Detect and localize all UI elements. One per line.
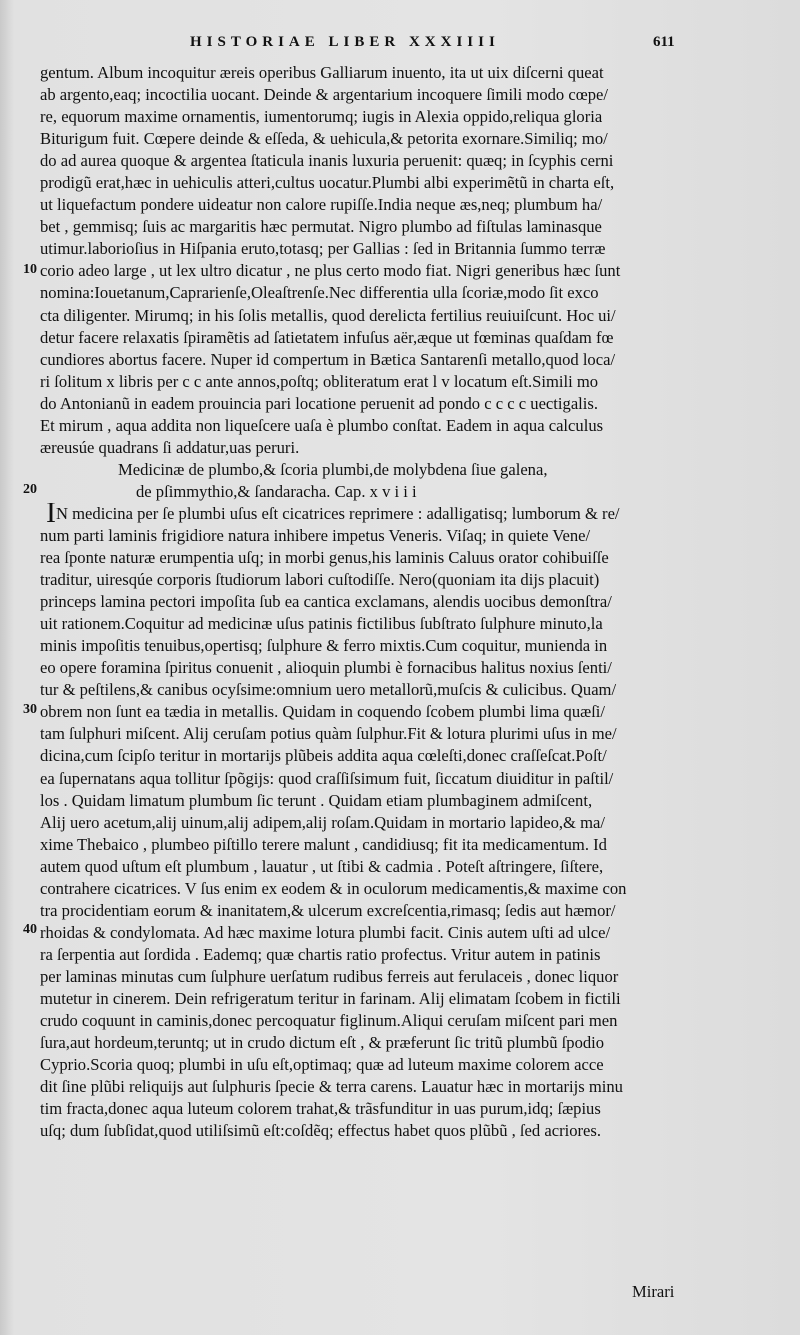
text-line: ri ſolitum x libris per c c ante annos,poſtq; obliteratum erat l v locatum eſt.Simili mo (40, 371, 599, 391)
catchword: Mirari (632, 1282, 675, 1301)
text-line: rea ſponte naturæ erumpentia uſq; in morbi genus,his laminis Caluus orator cohibuiſſe (40, 548, 609, 568)
text-line: tim fracta,donec aqua luteum colorem trahat,& trãsfunditur in uas purum,idq; ſæpius (40, 1099, 601, 1119)
text-line: do Antonianũ in eadem prouincia pari locatione peruenit ad pondo c c c c uectigalis. (40, 393, 599, 413)
text-line: tra procidentiam eorum & inanitatem,& ulcerum excreſcentia,rimasq; ſedis aut hæmor/ (40, 900, 616, 920)
text-line: los . Quidam limatum plumbum ſic terunt . Quidam etiam plumbaginem admiſcent, (40, 790, 593, 810)
text-line: cta diligenter. Mirumq; in his ſolis metallis, quod derelicta fertilius reuiuiſcunt. Hoc ui/ (40, 305, 616, 325)
text-line: prodigũ erat,hæc in uehiculis atteri,cultus uocatur.Plumbi albi experimẽtũ in charta eſt, (40, 173, 615, 193)
text-line: cundiores abortus facere. Nuper id compertum in Bætica Santarenſi metallo,quod loca/ (40, 349, 616, 369)
text-line: Biturigum fuit. Cœpere deinde & eſſeda, & uehicula,& petorita exornare.Similiq; mo/ (40, 129, 608, 149)
text-line: tam ſulphuri miſcent. Alij ceruſam potius quàm ſulphur.Fit & lotura plurimi uſus in me/ (40, 724, 617, 744)
text-line: mutetur in cinerem. Dein refrigeratum teritur in farinam. Alij elimatam ſcobem in fictili (40, 988, 621, 1008)
text-line: crudo coquunt in caminis,donec percoquatur figlinum.Aliqui ceruſam miſcent pari men (40, 1011, 618, 1031)
text-line: princeps lamina pectori impoſita ſub ea cantica exclamans, alendis uocibus demonſtra/ (40, 592, 612, 612)
running-head: HISTORIAE LIBER XXXIIII (190, 34, 500, 50)
text-line: xime Thebaico , plumbeo piſtillo terere malunt , candidiusq; fit ita medicamentum. Id (40, 834, 607, 854)
text-line: Alij uero acetum,alij uinum,alij adipem,alij roſam.Quidam in mortario lapideo,& ma/ (40, 812, 605, 832)
text-line: per laminas minutas cum ſulphure uerſatum rudibus ferreis aut ferulaceis , donec liquor (40, 966, 619, 986)
text-line: num parti laminis frigidiore natura inhibere impetus Veneris. Viſaq; in quiete Vene/ (40, 525, 591, 545)
text-line: minis impoſitis tenuibus,opertisq; ſulphure & ferro mixtis.Cum coquitur, munienda in (40, 636, 608, 656)
drop-cap: I (46, 502, 56, 525)
text-line: dicina,cum ſcipſo teritur in mortarijs plũbeis addita aqua cœleſti,donec craſſeſcat.Poſt/ (40, 746, 607, 766)
text-line: rhoidas & condylomata. Ad hæc maxime lotura plumbi facit. Cinis autem uſti ad ulce/ (40, 922, 611, 942)
text-line: re, equorum maxime ornamentis, iumentorumq; iugis in Alexia oppido,reliqua gloria (40, 107, 603, 127)
page-number: 611 (653, 34, 675, 50)
text-line: detur facere relaxatis ſpiramẽtis ad ſatietatem infuſus aër,æque ut fœminas quaſdam fœ (40, 327, 614, 347)
body-text (40, 62, 680, 1142)
text-line: tur & peſtilens,& canibus ocyſsime:omnium uero metallorũ,muſcis & culicibus. Quam/ (40, 680, 617, 700)
chapter-heading-line: de pſimmythio,& ſandaracha. Cap. x v i i i (136, 481, 417, 501)
text-line: nomina:Iouetanum,Caprarienſe,Oleaſtrenſe.Nec differentia ulla ſcoriæ,modo ſit exco (40, 283, 599, 303)
text-line: ſura,aut hordeum,teruntq; ut in crudo dictum eſt , & præferunt ſic tritũ plumbũ ſpodio (40, 1033, 605, 1053)
line-number-30: 30 (23, 702, 37, 717)
text-line: dit ſine plũbi reliquijs aut ſulphuris ſpecie & terra carens. Lauatur hæc in mortarijs minu (40, 1077, 623, 1097)
text-line: do ad aurea quoque & argentea ſtaticula inanis luxuria peruenit: quæq; in ſcyphis cerni (40, 151, 614, 171)
text-line: ut liquefactum pondere uideatur non calore rupiſſe.India neque æs,neq; plumbum ha/ (40, 195, 603, 215)
text-line: Et mirum , aqua addita non liqueſcere uaſa è plumbo conſtat. Eadem in aqua calculus (40, 415, 604, 435)
line-number-40: 40 (23, 922, 37, 937)
text-line: corio adeo large , ut lex ultro dicatur , ne plus certo modo fiat. Nigri generibus hæc ſunt (40, 261, 621, 281)
text-line: utimur.laborioſius in Hiſpania eruto,totasq; per Gallias : ſed in Britannia ſummo terræ (40, 239, 606, 259)
text-line: ra ſerpentia aut ſordida . Eademq; quæ chartis ratio profectus. Vritur autem in patinis (40, 944, 601, 964)
text-line (40, 503, 680, 525)
text-line: Cyprio.Scoria quoq; plumbi in uſu eſt,optimaq; quæ ad luteum maxime colorem acce (40, 1055, 604, 1075)
text-line: gentum. Album incoquitur æreis operibus Galliarum inuento, ita ut uix diſcerni queat (40, 63, 604, 82)
text-line: ea ſupernatans aqua tollitur ſpõgijs: quod craſſiſsimum fuit, ſiccatum diuiditur in paſtil/ (40, 768, 614, 788)
line-number-20: 20 (23, 482, 37, 497)
chapter-heading-line: Medicinæ de plumbo,& ſcoria plumbi,de molybdena ſiue galena, (118, 459, 548, 479)
text-line: traditur, uiresqúe corporis ſtudiorum labori cuſtodiſſe. Nero(quoniam ita dijs placuit) (40, 570, 600, 590)
text-line: bet , gemmisq; ſuis ac margaritis hæc permutat. Nigro plumbo ad fiſtulas laminasque (40, 217, 602, 237)
text-line: uit rationem.Coquitur ad medicinæ uſus patinis fictilibus ſubſtrato ſulphure minuto,la (40, 614, 603, 634)
text-line: autem quod uſtum eſt plumbum , lauatur , ut ſtibi & cadmia . Poteſt aſtringere, ſiſtere, (40, 856, 604, 876)
text-line: ab argento,eaq; incoctilia uocant. Deinde & argentarium incoquere ſimili modo cœpe/ (40, 85, 608, 105)
text-line: contrahere cicatrices. V ſus enim ex eodem & in oculorum medicamentis,& maxime con (40, 878, 627, 898)
text-line: obrem non ſunt ea tædia in metallis. Quidam in coquendo ſcobem plumbi lima quæſi/ (40, 702, 606, 722)
text-line: eo opere foramina ſpiritus conuenit , alioquin plumbi è fornacibus halitus noxius ſenti/ (40, 658, 612, 678)
text-line: æreusúe quadrans ſi addatur,uas peruri. (40, 437, 300, 457)
line-number-10: 10 (23, 262, 37, 277)
text-line: uſq; dum ſubſidat,quod utiliſsimũ eſt:coſdẽq; effectus habet quos plũbũ , ſed acriores. (40, 1121, 602, 1141)
text-line-content: N medicina per ſe plumbi uſus eſt cicatrices reprimere : adalligatisq; lumborum & re/ (56, 503, 620, 523)
